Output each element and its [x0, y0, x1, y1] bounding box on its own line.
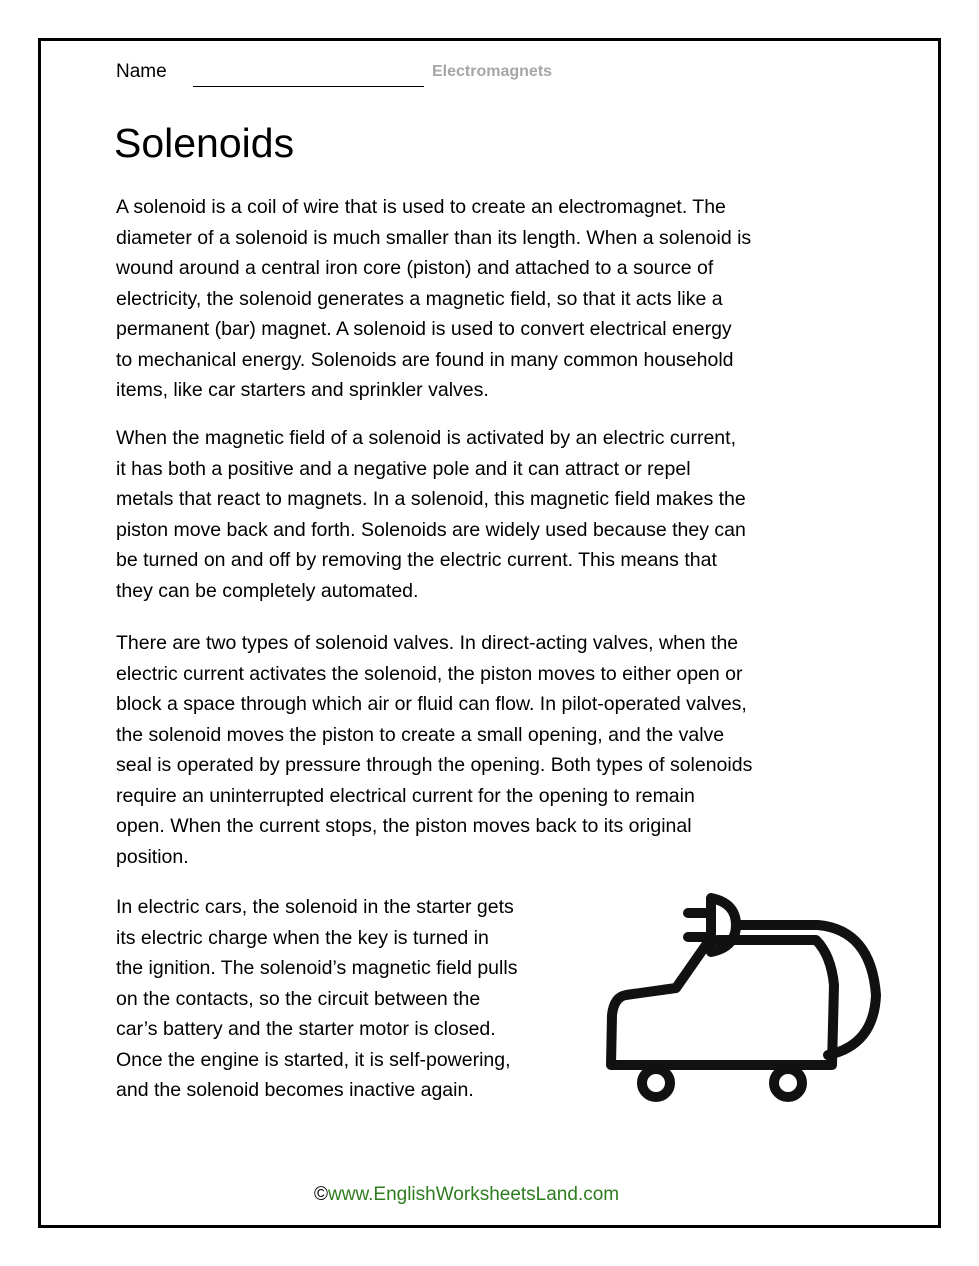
paragraph-line: the ignition. The solenoid’s magnetic field pulls	[116, 957, 518, 979]
paragraph-line: electricity, the solenoid generates a magnetic field, so that it acts like a	[116, 287, 723, 310]
paragraph-line: seal is operated by pressure through the opening. Both types of solenoids	[116, 754, 753, 776]
paragraph-line: Once the engine is started, it is self-powering,	[116, 1048, 511, 1071]
paragraph-line: the solenoid moves the piston to create a small opening, and the valve	[116, 723, 725, 746]
paragraph-line: In electric cars, the solenoid in the starter gets	[116, 896, 514, 918]
footer-site-link[interactable]: www.EnglishWorksheetsLand.com	[328, 1184, 620, 1205]
paragraph-line: permanent (bar) magnet. A solenoid is used to convert electrical energy	[116, 318, 732, 340]
paragraph-line: its electric charge when the key is turned in	[116, 926, 489, 949]
paragraph-3	[116, 628, 752, 872]
paragraph-line: metals that react to magnets. In a solenoid, this magnetic field makes the	[116, 488, 746, 510]
paragraph-line: they can be completely automated.	[116, 579, 419, 602]
paragraph-line: piston move back and forth. Solenoids are widely used because they can	[116, 518, 746, 541]
paragraph-line: open. When the current stops, the piston moves back to its original	[116, 815, 692, 837]
paragraph-line: There are two types of solenoid valves. In direct-acting valves, when the	[116, 632, 739, 654]
paragraph-line: diameter of a solenoid is much smaller than its length. When a solenoid is	[116, 226, 752, 249]
paragraph-line: to mechanical energy. Solenoids are found in many common household	[116, 348, 734, 371]
paragraph-line: items, like car starters and sprinkler valves.	[116, 379, 489, 401]
paragraph-line: position.	[116, 845, 189, 868]
name-label: Name	[116, 61, 167, 82]
name-input-line[interactable]	[193, 86, 424, 87]
paragraph-line: electric current activates the solenoid, the piston moves to either open or	[116, 662, 743, 685]
paragraph-line: block a space through which air or fluid can flow. In pilot-operated valves,	[116, 693, 747, 715]
paragraph-1	[116, 192, 751, 406]
paragraph-4	[116, 892, 517, 1106]
paragraph-line: require an uninterrupted electrical current for the opening to remain	[116, 784, 695, 807]
paragraph-line: When the magnetic field of a solenoid is activated by an electric current,	[116, 427, 736, 449]
paragraph-line: on the contacts, so the circuit between the	[116, 987, 481, 1010]
electric-car-icon	[596, 885, 886, 1110]
copyright-symbol: ©	[314, 1184, 328, 1205]
topic-label: Electromagnets	[432, 63, 553, 80]
paragraph-line: and the solenoid becomes inactive again.	[116, 1079, 474, 1101]
paragraph-line: wound around a central iron core (piston) and attached to a source of	[116, 257, 714, 279]
paragraph-2	[116, 423, 746, 606]
paragraph-line: it has both a positive and a negative pole and it can attract or repel	[116, 457, 691, 480]
paragraph-line: A solenoid is a coil of wire that is used to create an electromagnet. The	[116, 196, 726, 218]
paragraph-line: be turned on and off by removing the electric current. This means that	[116, 549, 717, 571]
paragraph-line: car’s battery and the starter motor is closed.	[116, 1018, 496, 1040]
page-title: Solenoids	[114, 120, 295, 166]
footer-copyright	[314, 1184, 619, 1206]
